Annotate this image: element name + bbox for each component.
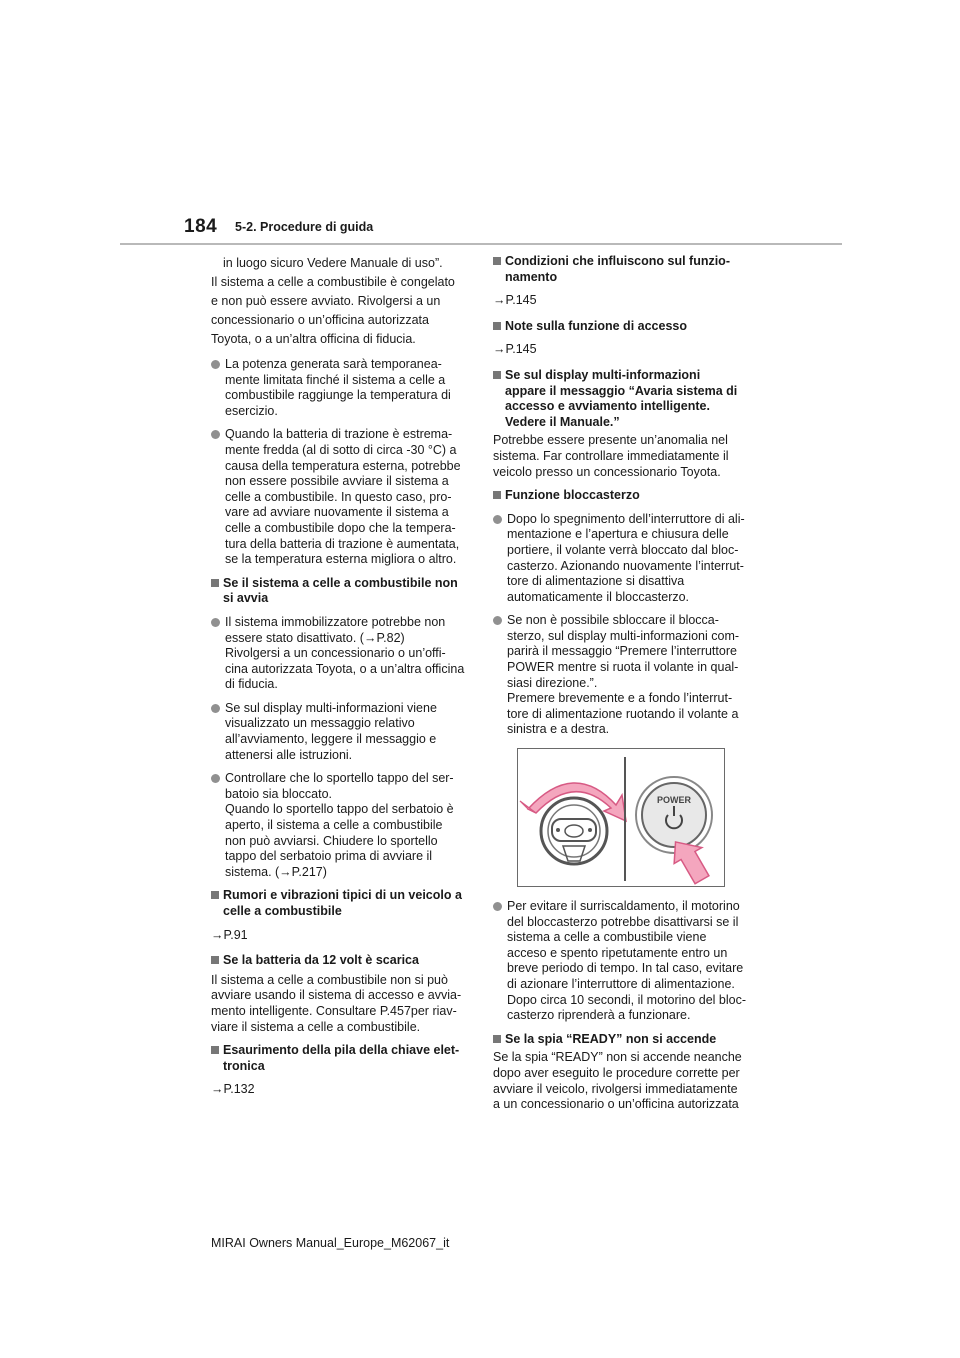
bullet-fuel-door: Controllare che lo sportello tappo del ser- batoio sia bloccato. Quando lo sportello tappo del serbatoio è aperto, il sistema a celle a combustibile non può avviarsi. Chiudere lo sportello tappo del serbatoio prima di avviare il sistema. (→P.217): [211, 771, 473, 880]
bullet-power-limited: La potenza generata sarà temporanea- mente limitata finché il sistema a celle a combustibile raggiunge la temperatura di esercizio.: [211, 357, 473, 419]
power-button-icon: [636, 777, 712, 853]
bullet-overheating: Per evitare il surriscaldamento, il motorino del bloccasterzo potrebbe disattivarsi se il sistema a celle a combustibile viene acceso e spento ripetutamente entro un breve periodo di tempo. In tal caso, evitare di azionare l’interruttore di alimentazione. Dopo circa 10 secondi, il motorino del bloc- casterzo riprenderà a funzionare.: [493, 899, 755, 1024]
right-column: [493, 254, 755, 1121]
paragraph-ready: Se la spia “READY” non si accende neanche dopo aver eseguito le procedure corrette per avviare il veicolo, rivolgersi immediatamente a un concessionario o un’officina autorizzata: [493, 1050, 742, 1112]
intro-paragraph: in luogo sicuro Vedere Manuale di uso”. Il sistema a celle a combustibile è congelato e non può essere avviato. Rivolgersi a un concessionario o un’officina autorizzata Toyota, o a un’altra officina di fiducia.: [211, 256, 455, 346]
bullet-steering-lock: Dopo lo spegnimento dell’interruttore di ali- mentazione e l’apertura e chiusura delle portiere, il volante verrà bloccato dal bloc- casterzo. Azionando nuovamente l’interrut- tore di alimentazione si disattiva automaticamente il bloccasterzo.: [493, 512, 755, 606]
heading-noises: Rumori e vibrazioni tipici di un veicolo a celle a combustibile: [211, 888, 473, 919]
heading-battery-discharged: Se la batteria da 12 volt è scarica: [211, 953, 473, 969]
rotate-arrow-icon: [528, 783, 626, 821]
steering-power-illustration: [517, 748, 725, 887]
heading-display-fault: Se sul display multi-informazioni appare il messaggio “Avaria sistema di accesso e avviamento intelligente. Vedere il Manuale.”: [493, 368, 755, 430]
heading-access-note: Note sulla funzione di accesso: [493, 319, 755, 335]
paragraph-battery: Il sistema a celle a combustibile non si può avviare usando il sistema di accesso e avvia- mento intelligente. Consultare P.457per riav- viare il sistema a celle a combustibile.: [211, 972, 462, 1034]
bullet-cold-battery: Quando la batteria di trazione è estrema- mente fredda (al di sotto di circa -30 °C) a causa della temperatura esterna, potrebbe non essere possibile avviare il sistema a celle a combustibile. In questo caso, pro- vare ad avviare nuovamente il sistema a celle a combustibile dopo che la tempera- tura della batteria di trazione è aumentata, se la temperatura esterna migliora o altro.: [211, 427, 473, 567]
left-column: [211, 254, 473, 1108]
page-reference: →P.145: [493, 293, 537, 308]
heading-system-not-start: Se il sistema a celle a combustibile non si avvia: [211, 576, 473, 607]
heading-key-battery: Esaurimento della pila della chiave elet- tronica: [211, 1043, 473, 1074]
bullet-steering-unlock: Se non è possibile sbloccare il blocca- sterzo, sul display multi-informazioni com- parirà il messaggio “Premere l’interruttore POWER mentre si ruota il volante in qual- siasi direzione.”. Premere brevemente e a fondo l’interrut- tore di alimentazione ruotando il volante a sinistra e a destra.: [493, 613, 755, 738]
heading-ready-lamp: Se la spia “READY” non si accende: [493, 1032, 755, 1048]
power-label: POWER: [656, 795, 692, 806]
page-number: 184: [184, 216, 218, 237]
page-reference: →P.91: [211, 927, 248, 942]
section-title: 5-2. Procedure di guida: [235, 220, 374, 234]
illustration-svg: [518, 749, 724, 886]
heading-steering-lock: Funzione bloccasterzo: [493, 488, 755, 504]
page-reference: →P.132: [211, 1082, 255, 1097]
footer-text: MIRAI Owners Manual_Europe_M62067_it: [211, 1236, 450, 1250]
page-reference: →P.145: [493, 342, 537, 357]
paragraph-fault: Potrebbe essere presente un’anomalia nel sistema. Far controllare immediatamente il veicolo presso un concessionario Toyota.: [493, 433, 729, 479]
bullet-immobilizer: Il sistema immobilizzatore potrebbe non essere stato disattivato. (→P.82) Rivolgersi a un concessionario o un’offi- cina autorizzata Toyota, o a un’altra officina di fiducia.: [211, 615, 473, 693]
bullet-display-message: Se sul display multi-informazioni viene visualizzato un messaggio relativo all’avviamento, leggere il messaggio e attenersi alle istruzioni.: [211, 701, 473, 763]
steering-wheel-icon: [541, 798, 607, 864]
heading-conditions: Condizioni che influiscono sul funzio- namento: [493, 254, 755, 285]
header-divider: [120, 243, 842, 245]
